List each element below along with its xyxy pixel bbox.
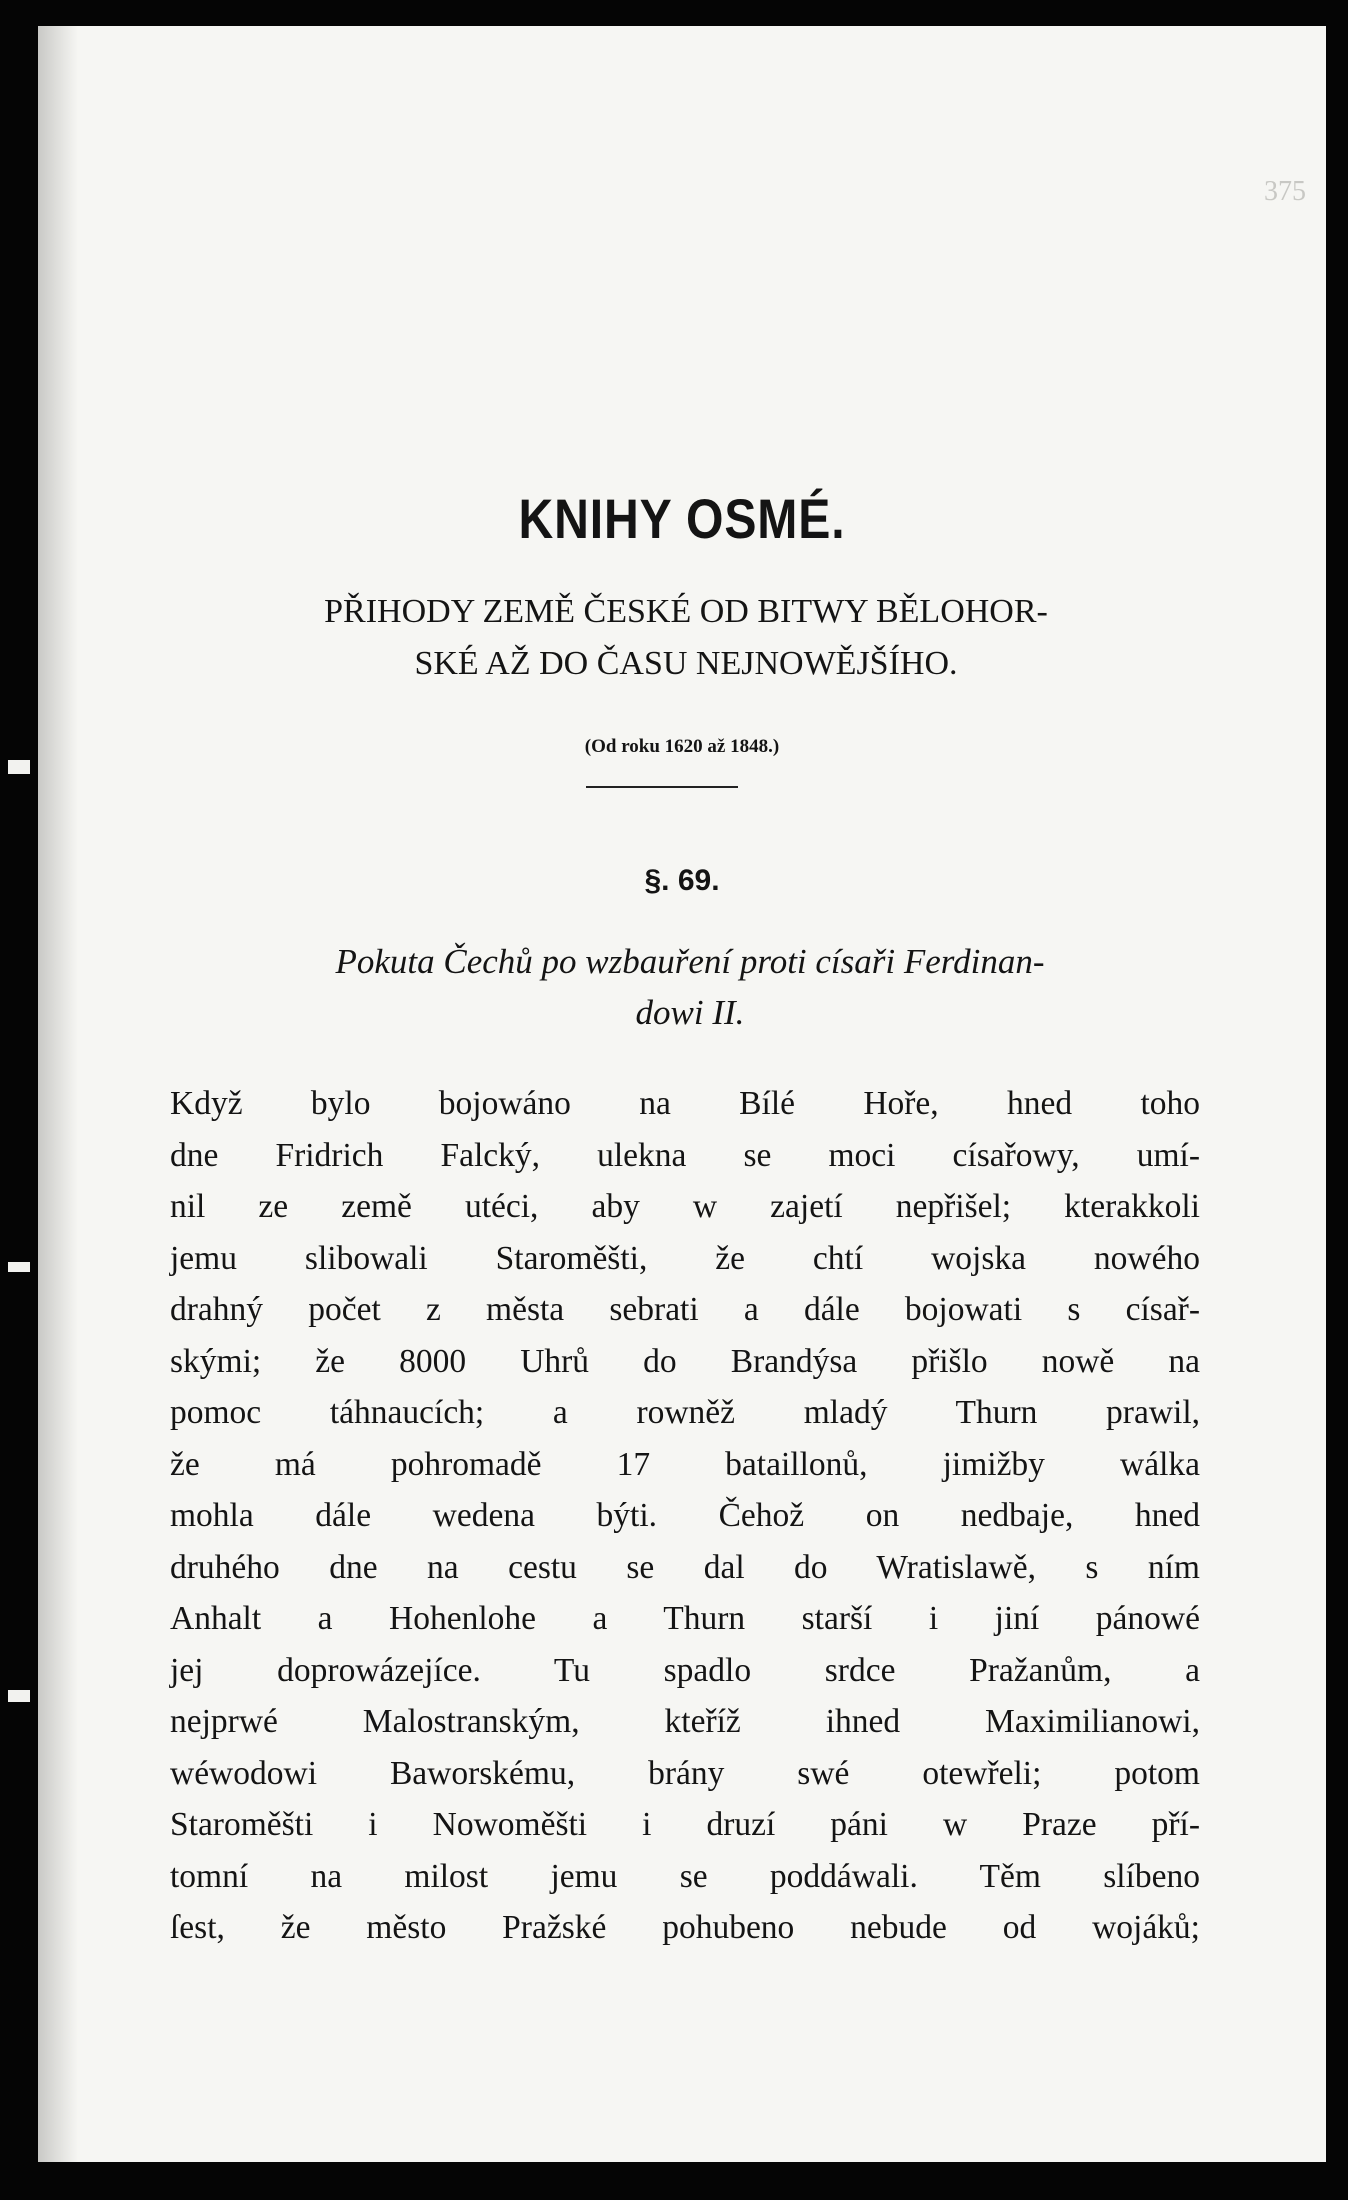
section-number: §. 69. [644, 864, 720, 897]
paragraph-line: že má pohromadě 17 bataillonů, jimižby wálka [170, 1445, 1200, 1483]
paragraph-line: jemu slibowali Staroměšti, že chtí wojska nowého [170, 1239, 1200, 1277]
section-title-line: Pokuta Čechů po wzbauření proti císaři Ferdinan- [335, 942, 1045, 981]
paragraph-line: Když bylo bojowáno na Bílé Hoře, hned toho [170, 1085, 1200, 1122]
paragraph-line: druhého dne na cestu se dal do Wratislawě, s ním [170, 1548, 1200, 1586]
spine-shadow [38, 26, 78, 2162]
paragraph-line: nejprwé Malostranským, kteříž ihned Maximilianowi, [170, 1703, 1200, 1740]
period-title-line: SKÉ AŽ DO ČASU NEJNOWĚJŠÍHO. [414, 645, 958, 682]
section-title [170, 936, 1210, 1038]
paragraph-line: mohla dále wedena býti. Čehož on nedbaje, hned [170, 1497, 1200, 1534]
paragraph-line: pomoc táhnaucích; a rowněž mladý Thurn prawil, [170, 1394, 1200, 1431]
book-page [38, 26, 1326, 2162]
paragraph-line: Staroměšti i Nowoměšti i druzí páni w Praze pří- [170, 1806, 1200, 1843]
paragraph-line: dne Fridrich Falcký, ulekna se moci císařowy, umí- [170, 1136, 1200, 1174]
paragraph-line: jej doprowázejíce. Tu spadlo srdce Pražanům, a [170, 1651, 1200, 1689]
page-number: 375 [1264, 176, 1306, 207]
paragraph-line: wéwodowi Baworskému, brány swé otewřeli; potom [170, 1754, 1200, 1792]
page-edge-marks [0, 0, 38, 2200]
paragraph-line: tomní na milost jemu se poddáwali. Těm slíbeno [170, 1857, 1200, 1895]
paragraph-line: ſest, že město Pražské pohubeno nebude od wojáků; [170, 1909, 1200, 1946]
paragraph-line: skými; že 8000 Uhrů do Brandýsa přišlo nowě na [170, 1342, 1200, 1380]
paragraph-line: drahný počet z města sebrati a dále bojowati s císař- [170, 1291, 1200, 1328]
section-divider-rule [586, 786, 738, 788]
section-title-line: dowi II. [635, 993, 745, 1032]
paragraph-line: nil ze země utéci, aby w zajetí nepřišel; kterakkoli [170, 1188, 1200, 1225]
book-title: KNIHY OSMÉ. [518, 487, 846, 550]
date-range: (Od roku 1620 až 1848.) [584, 736, 780, 757]
period-title-line: PŘIHODY ZEMĚ ČESKÉ OD BITWY BĚLOHOR- [324, 593, 1048, 630]
period-title [166, 586, 1206, 690]
body-paragraph [170, 1078, 1200, 1954]
paragraph-line: Anhalt a Hohenlohe a Thurn starší i jiní pánowé [170, 1600, 1200, 1637]
